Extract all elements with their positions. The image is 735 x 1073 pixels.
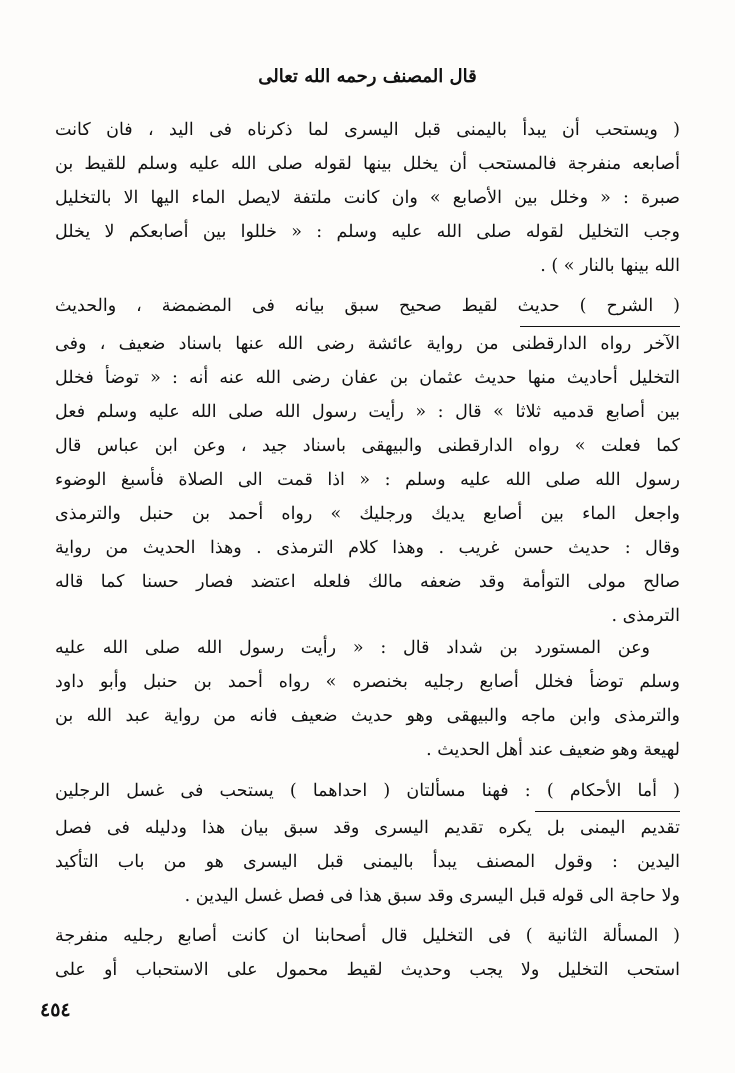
text-line: واجعل الماء بين أصابع يديك ورجليك » رواه أحمد بن حنبل والترمذى [55,504,680,524]
text-line: الترمذى . [611,606,680,626]
section-line: ( أما الأحكام ) : فهنا مسألتان ( احداهما ) يستحب فى غسل الرجلين [55,781,680,801]
text-line: ولا حاجة الى قوله قبل اليسرى وقد سبق هذا فى فصل غسل اليدين . [184,886,680,906]
text-line: كما فعلت » رواه الدارقطنى والبيهقى باسناد جيد ، وعن ابن عباس قال [55,436,680,456]
page-header: قال المصنف رحمه الله تعالى [258,66,477,87]
page-number: ٤٥٤ [40,999,71,1021]
label-underline [535,811,680,812]
text-line: والترمذى وابن ماجه والبيهقى وهو حديث ضعيف فانه من رواية عبد الله بن [55,706,680,726]
text-line: الآخر رواه الدارقطنى من رواية عائشة رضى الله عنها باسناد ضعيف ، وفى [55,334,680,354]
text-line: ( ويستحب أن يبدأ باليمنى قبل اليسرى لما ذكرناه فى اليد ، فان كانت [55,120,680,140]
text-line: صبرة : « وخلل بين الأصابع » وان كانت ملتفة لايصل الماء اليها الا بالتخليل [55,188,680,208]
text-line: وقال : حديث حسن غريب . وهذا كلام الترمذى . وهذا الحديث من رواية [55,538,680,558]
text-line: استحب التخليل ولا يجب وحديث لقيط محمول على الاستحباب أو على [55,960,680,980]
text-line: الله بينها بالنار » ) . [540,256,680,276]
text-line: وجب التخليل لقوله صلى الله عليه وسلم : « خللوا بين أصابعكم لا يخلل [55,222,680,242]
text-line: تقديم اليمنى بل يكره تقديم اليسرى وقد سبق بيان هذا ودليله فى فصل [55,818,680,838]
text-line: التخليل أحاديث منها حديث عثمان بن عفان رضى الله عنه أنه : « توضأ فخلل [55,368,680,388]
text-line: صالح مولى التوأمة وقد ضعفه مالك فلعله اعتضد فصار حسنا كما قاله [55,572,680,592]
text-line: أصابعه منفرجة فالمستحب أن يخلل بينها لقوله صلى الله عليه وسلم للقيط بن [55,154,680,174]
text-line: ( المسألة الثانية ) فى التخليل قال أصحابنا ان كانت أصابع رجليه منفرجة [55,926,680,946]
text-line: وعن المستورد بن شداد قال : « رأيت رسول الله صلى الله عليه [55,638,650,658]
label-underline [520,326,680,327]
text-line: اليدين : وقول المصنف يبدأ باليمنى قبل اليسرى هو من باب التأكيد [55,852,680,872]
section-line: ( الشرح ) حديث لقيط صحيح سبق بيانه فى المضمضة ، والحديث [55,296,680,316]
text-line: وسلم توضأ فخلل أصابع رجليه بخنصره » رواه أحمد بن حنبل وأبو داود [55,672,680,692]
text-line: رسول الله صلى الله عليه وسلم : « اذا قمت الى الصلاة فأسبغ الوضوء [55,470,680,490]
text-line: بين أصابع قدميه ثلاثا » قال : « رأيت رسول الله صلى الله عليه وسلم فعل [55,402,680,422]
text-line: لهيعة وهو ضعيف عند أهل الحديث . [426,740,680,760]
